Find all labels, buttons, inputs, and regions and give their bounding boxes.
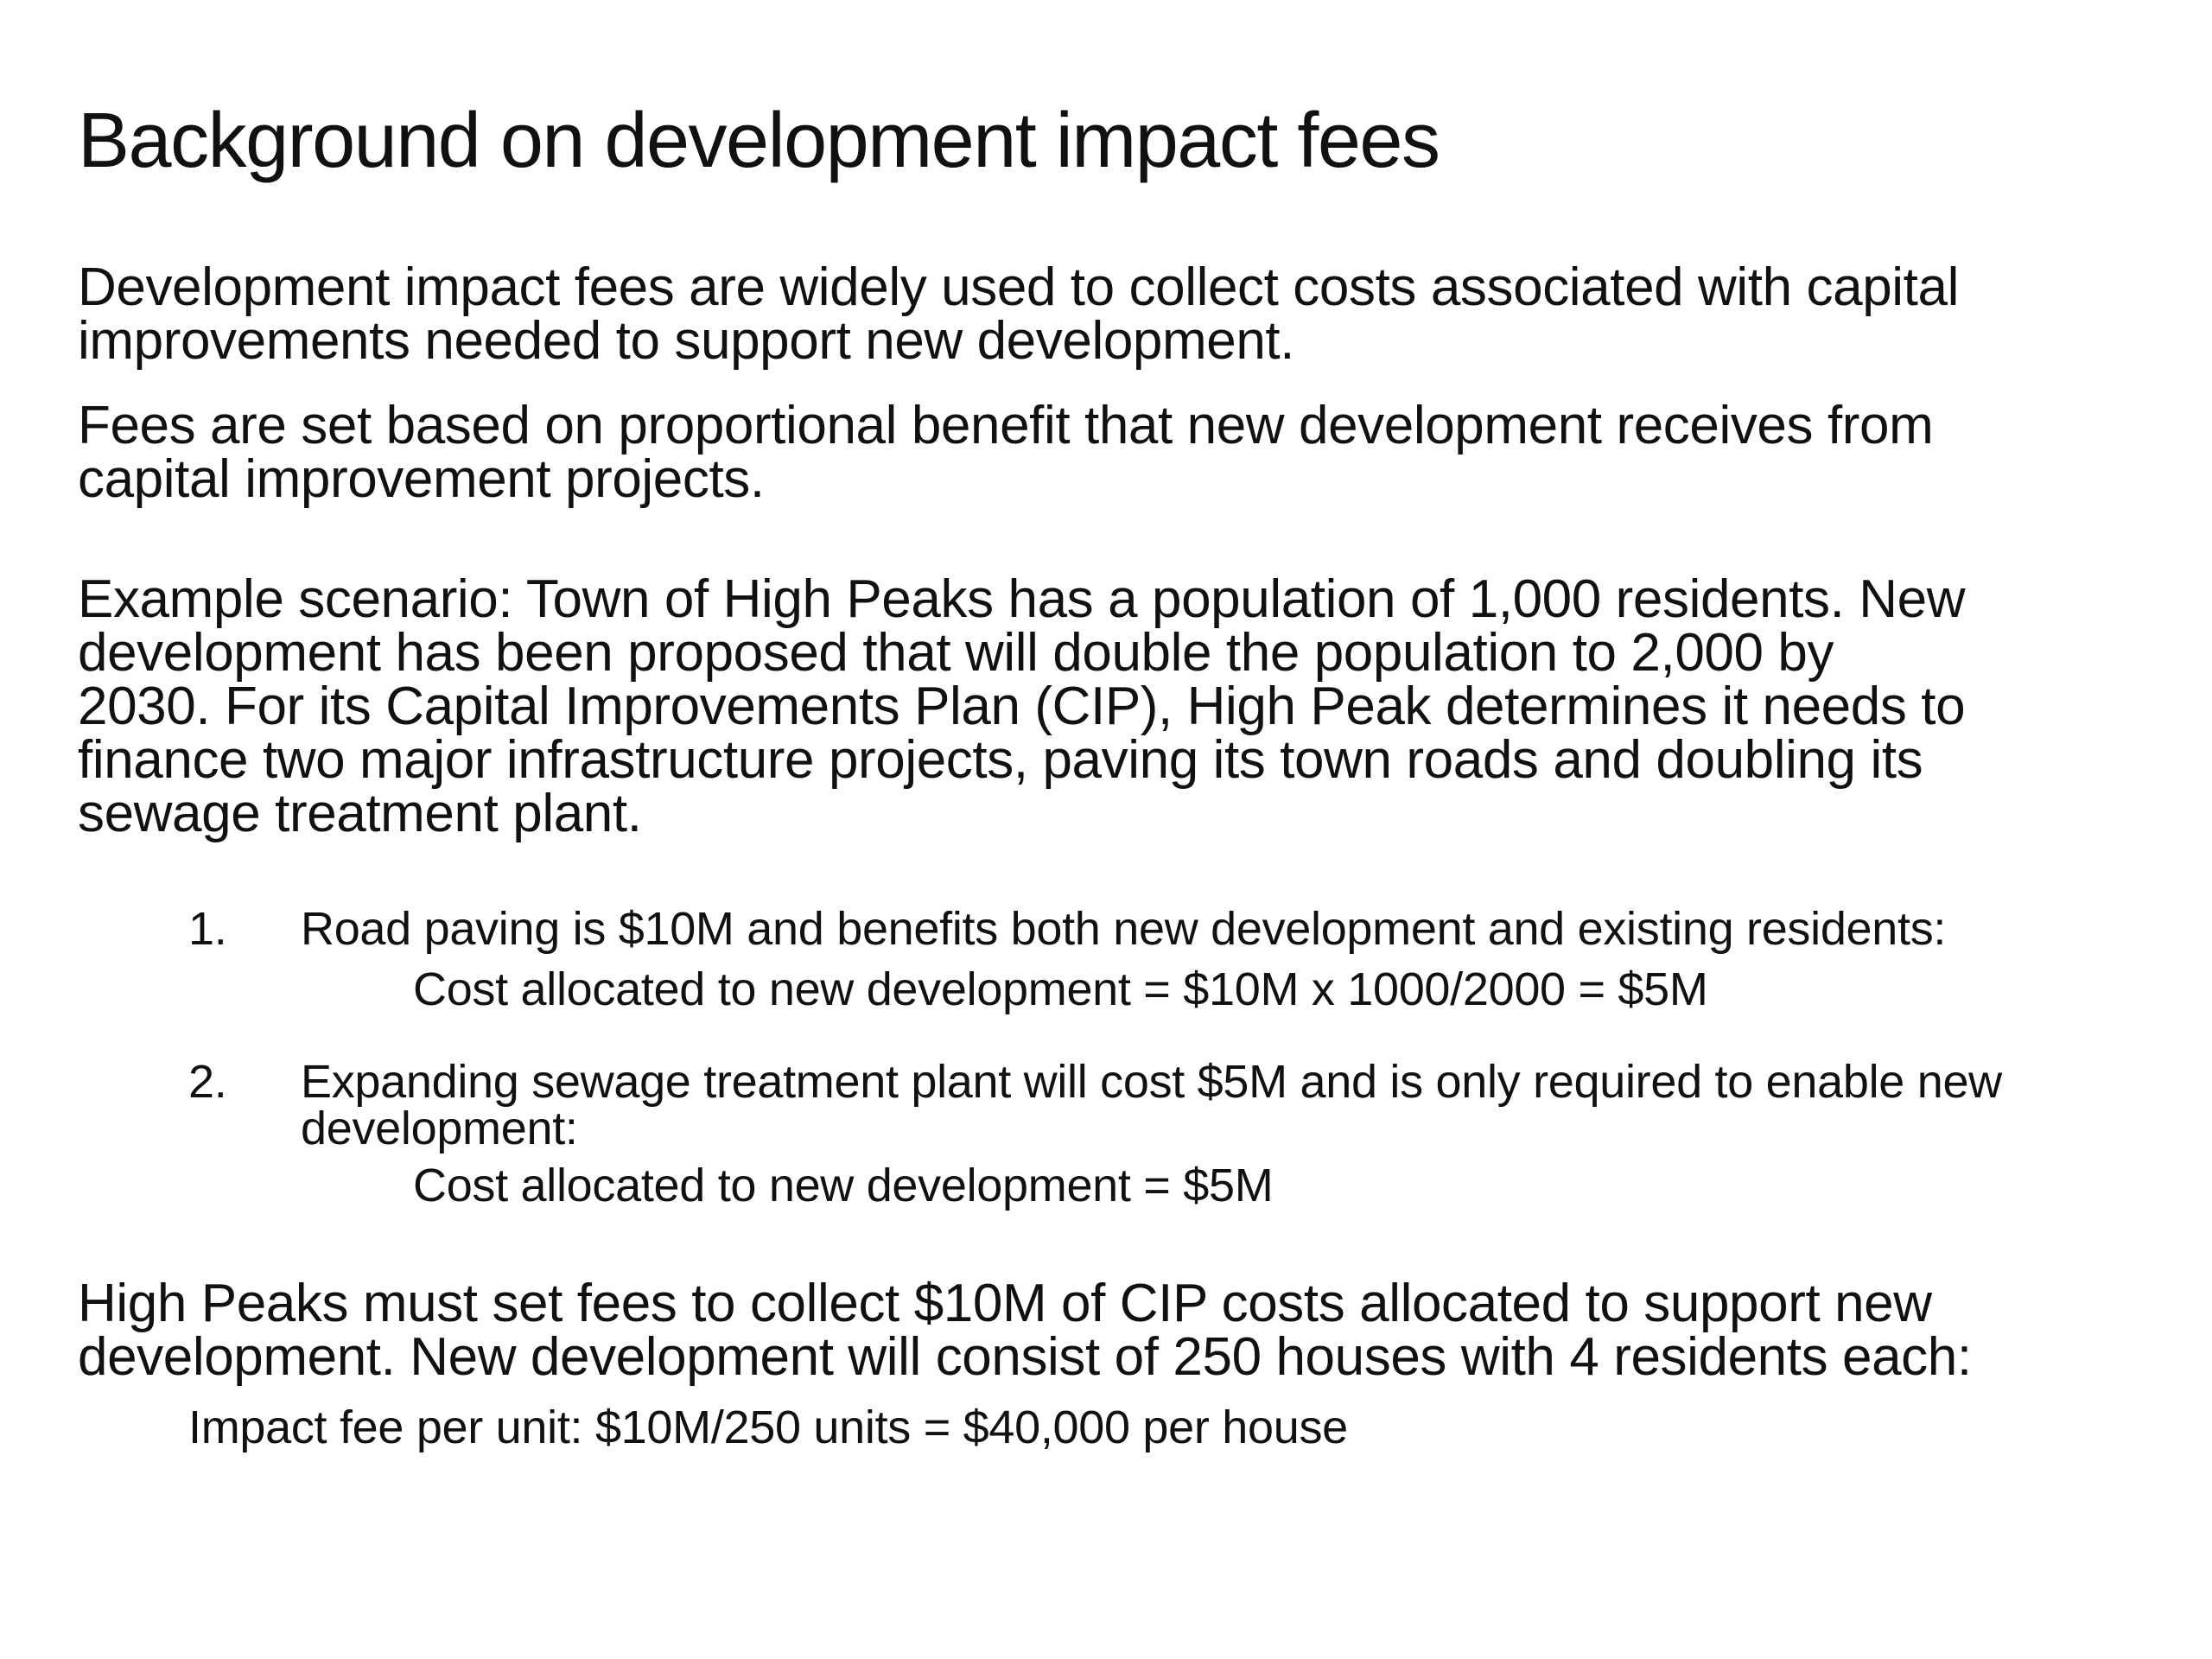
fee-setting-line: development. New development will consist of 250 houses with 4 residents each: xyxy=(78,1327,1972,1387)
intro-paragraph-line: improvements needed to support new development. xyxy=(78,311,1295,371)
fee-setting-paragraph xyxy=(78,1274,2152,1387)
example-scenario-line: finance two major infrastructure projects, paving its town roads and doubling its xyxy=(78,730,1923,790)
list-item-line: development: xyxy=(301,1103,578,1154)
road-paving-calculation: Cost allocated to new development = $10M x 1000/2000 = $5M xyxy=(413,963,1708,1015)
list-number: 1. xyxy=(188,903,227,955)
intro-paragraph xyxy=(78,257,2152,371)
intro-paragraph-line: Development impact fees are widely used to collect costs associated with capital xyxy=(78,257,1959,317)
fees-basis-line: capital improvement projects. xyxy=(78,449,765,509)
list-item-line: Road paving is $10M and benefits both new development and existing residents: xyxy=(301,903,1947,955)
list-item-line: Expanding sewage treatment plant will cost $5M and is only required to enable new xyxy=(301,1056,2002,1108)
fees-basis-paragraph xyxy=(78,396,2152,509)
slide-title: Background on development impact fees xyxy=(78,98,1440,184)
impact-fee-calculation: Impact fee per unit: $10M/250 units = $40,000 per house xyxy=(188,1402,1348,1453)
example-scenario-line: sewage treatment plant. xyxy=(78,784,642,843)
fees-basis-line: Fees are set based on proportional benefit that new development receives from xyxy=(78,396,1934,455)
example-scenario-line: development has been proposed that will double the population to 2,000 by xyxy=(78,623,1834,683)
list-item-text xyxy=(301,903,1947,955)
example-scenario-paragraph xyxy=(78,569,2152,843)
list-item-text xyxy=(301,1058,2002,1152)
list-number: 2. xyxy=(188,1056,227,1108)
example-scenario-line: 2030. For its Capital Improvements Plan (CIP), High Peak determines it needs to xyxy=(78,677,1966,736)
sewage-plant-calculation: Cost allocated to new development = $5M xyxy=(413,1160,1274,1211)
example-scenario-line: Example scenario: Town of High Peaks has a population of 1,000 residents. New xyxy=(78,569,1966,629)
fee-setting-line: High Peaks must set fees to collect $10M of CIP costs allocated to support new xyxy=(78,1274,1932,1333)
